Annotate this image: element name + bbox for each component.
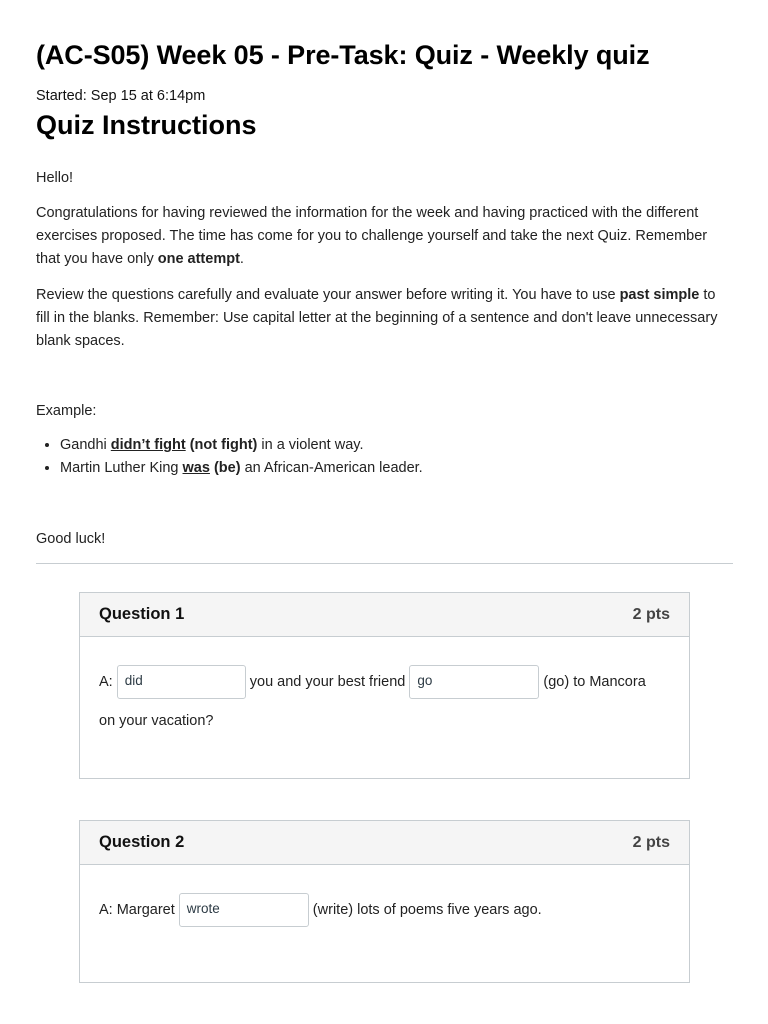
question-prefix: A: Margaret: [99, 901, 179, 918]
example-list: [36, 434, 423, 480]
question-points: 2 pts: [632, 605, 670, 623]
question-text-line: [99, 665, 646, 699]
question-text-line: [99, 893, 542, 927]
question-header: [80, 821, 689, 865]
question-title: Question 2: [99, 833, 185, 851]
review-text-2: to fill in the blanks. Remember: Use capital letter at the beginning of a sentence and don't leave unnecessary blank spaces.: [36, 287, 718, 349]
review-text: Review the questions carefully and evaluate your answer before writing it. You have to use: [36, 287, 620, 303]
congrats-end: .: [239, 251, 244, 267]
question-text-continuation: on your vacation?: [99, 713, 214, 729]
review-paragraph: [36, 284, 733, 353]
answer-blank-1[interactable]: did: [117, 665, 246, 699]
example-label: Example:: [36, 403, 97, 419]
question-header: [80, 593, 689, 637]
example-hint: (be): [209, 460, 241, 476]
quiz-title: (AC-S05) Week 05 - Pre-Task: Quiz - Weekly quiz: [36, 40, 650, 70]
question-suffix: (go) to Mancora: [539, 673, 646, 690]
example-item: [60, 434, 423, 457]
answer-blank-2[interactable]: go: [409, 665, 539, 699]
question-2: [79, 820, 690, 983]
question-middle: you and your best friend: [245, 673, 410, 690]
example-after: in a violent way.: [257, 437, 364, 453]
example-answer: was: [182, 460, 210, 476]
instructions-heading: Quiz Instructions: [36, 110, 257, 140]
example-item: [60, 457, 423, 480]
question-1: [79, 592, 690, 779]
example-answer: didn’t fight: [110, 437, 186, 453]
congrats-paragraph: [36, 202, 733, 271]
one-attempt-emphasis: one attempt: [157, 251, 240, 267]
answer-blank-1[interactable]: wrote: [179, 893, 309, 927]
question-title: Question 1: [99, 605, 185, 623]
good-luck-text: Good luck!: [36, 531, 106, 547]
example-after: an African-American leader.: [240, 460, 423, 476]
greeting-text: Hello!: [36, 170, 74, 186]
example-before: Martin Luther King: [60, 460, 183, 476]
started-timestamp: Started: Sep 15 at 6:14pm: [36, 88, 206, 104]
congrats-text: Congratulations for having reviewed the information for the week and having practiced with the different exercises proposed. The time has come for you to challenge yourself and take the next Quiz. Remember that you have only: [36, 205, 708, 267]
question-points: 2 pts: [632, 833, 670, 851]
question-suffix: (write) lots of poems five years ago.: [308, 901, 542, 918]
example-hint: (not fight): [185, 437, 258, 453]
divider: [36, 563, 733, 564]
question-prefix: A:: [99, 673, 117, 690]
past-simple-emphasis: past simple: [619, 287, 700, 303]
example-before: Gandhi: [60, 437, 111, 453]
